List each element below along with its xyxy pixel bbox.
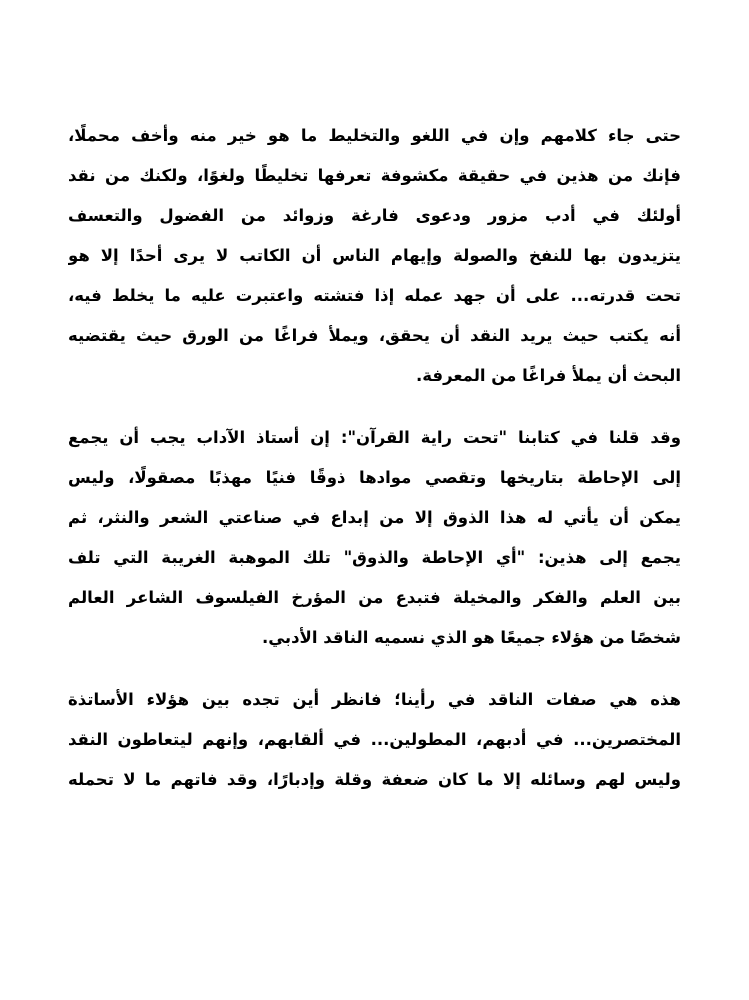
text-line: حتى جاء كلامهم وإن في اللغو والتخليط ما هو خير منه وأخف محملًا، <box>68 126 681 145</box>
paragraph-3 <box>68 680 681 800</box>
paragraph-2 <box>68 418 681 658</box>
text-line: بين العلم والفكر والمخيلة فتبدع من المؤرخ الفيلسوف الشاعر العالم <box>68 588 681 607</box>
paragraph-1 <box>68 116 681 396</box>
text-line: تحت قدرته... على أن جهد عمله إذا فتشته واعتبرت عليه ما يخلط فيه، <box>68 286 681 305</box>
text-line: المختصرين... في أدبهم، المطولين... في ألقابهم، وإنهم ليتعاطون النقد <box>68 730 681 749</box>
text-line: وليس لهم وسائله إلا ما كان ضعفة وقلة وإدبارًا، وقد فاتهم ما لا تحمله <box>68 770 681 789</box>
text-line: يمكن أن يأتي له هذا الذوق إلا من إبداع في صناعتي الشعر والنثر، ثم <box>68 508 681 527</box>
text-line: يجمع إلى هذين: "أي الإحاطة والذوق" تلك الموهبة الغريبة التي تلف <box>68 548 681 567</box>
text-line: شخصًا من هؤلاء جميعًا هو الذي نسميه الناقد الأدبي. <box>261 628 681 647</box>
text-line: هذه هي صفات الناقد في رأينا؛ فانظر أين تجده بين هؤلاء الأساتذة <box>68 690 681 709</box>
text-line: وقد قلنا في كتابنا "تحت راية القرآن": إن أستاذ الآداب يجب أن يجمع <box>68 428 681 447</box>
text-line: فإنك من هذين في حقيقة مكشوفة تعرفها تخليطًا ولغوًا، ولكنك من نقد <box>68 166 681 185</box>
document-page <box>68 116 681 822</box>
text-line: يتزيدون بها للنفخ والصولة وإيهام الناس أن الكاتب لا يرى أحدًا إلا هو <box>68 246 681 265</box>
text-line: أولئك في أدب مزور ودعوى فارغة وزوائد من الفضول والتعسف <box>68 206 681 225</box>
text-line: البحث أن يملأ فراغًا من المعرفة. <box>415 366 681 385</box>
text-line: أنه يكتب حيث يريد النقد أن يحقق، ويملأ فراغًا من الورق حيث يقتضيه <box>68 326 681 345</box>
text-line: إلى الإحاطة بتاريخها وتقصي موادها ذوقًا فنيًا مهذبًا مصقولًا، وليس <box>68 468 681 487</box>
